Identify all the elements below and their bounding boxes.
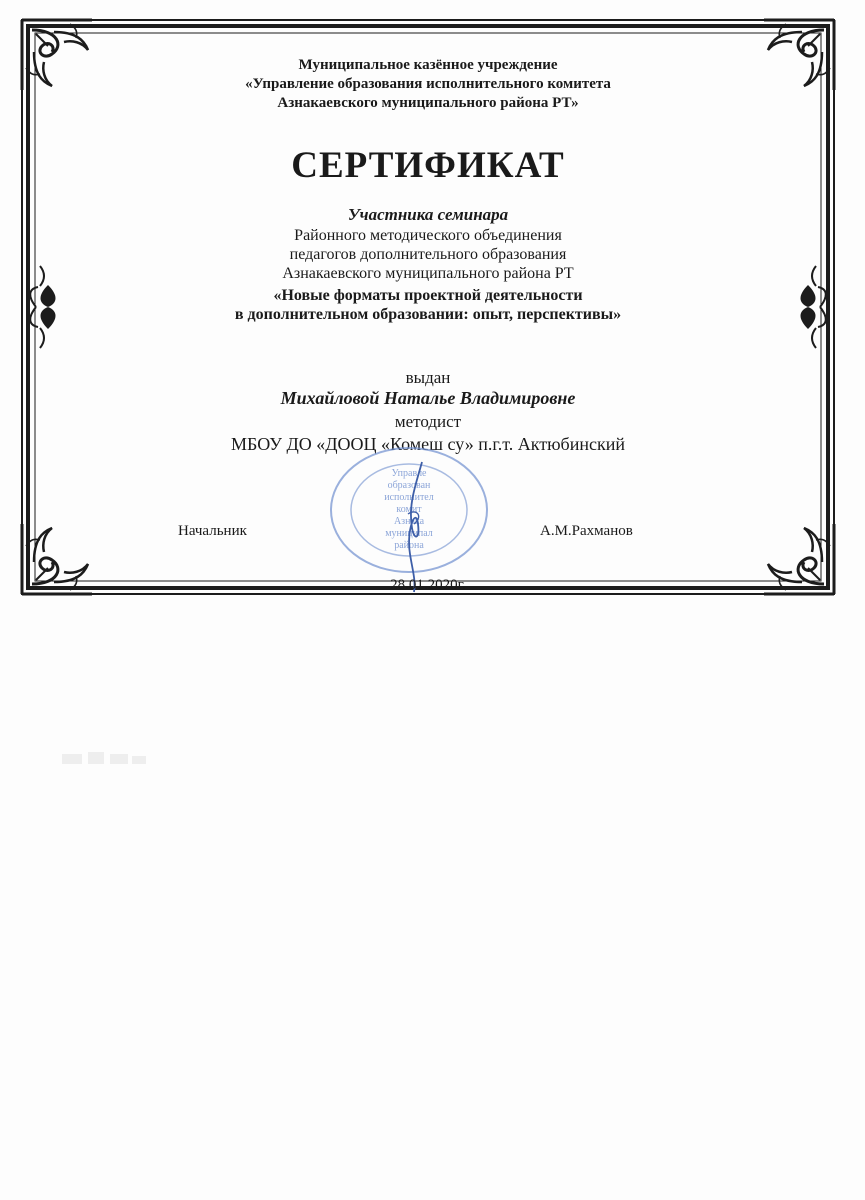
topic-line-2: в дополнительном образовании: опыт, перспективы» [234,306,622,323]
header-line-2: «Управление образования исполнительного комитета [245,76,611,92]
stamp-text-line: района [394,540,424,551]
stamp-text-line: исполнител [384,492,434,503]
signatory-title: Начальник [178,523,247,539]
description-line-3: Азнакаевского муниципального района РТ [282,265,574,282]
signatory-name: А.М.Рахманов [540,523,633,539]
stamp-text-line: комит [396,504,422,515]
certificate [18,16,838,598]
issued-label: выдан [405,368,451,387]
recipient-position: методист [394,412,462,431]
topic-line-1: «Новые форматы проектной деятельности [273,287,583,304]
recipient-name: Михайловой Наталье Владимировне [280,388,576,408]
official-stamp [324,444,494,594]
issue-date: 28.01.2020г. [390,577,466,593]
recipient-organization: МБОУ ДО «ДООЦ «Комеш су» п.г.т. Актюбинский [231,434,625,454]
paper-smudge [60,748,150,770]
stamp-text-line: образован [387,480,431,491]
description-line-1: Районного методического объединения [294,227,562,244]
description-line-2: педагогов дополнительного образования [289,246,567,263]
header-line-1: Муниципальное казённое учреждение [298,57,558,73]
stamp-text-line: Азнака [393,516,425,527]
stamp-text-line: Управле [391,468,427,479]
header-line-3: Азнакаевского муниципального района РТ» [277,95,579,111]
stamp-text-line: муниципал [385,528,433,539]
certificate-subtitle: Участника семинара [347,205,509,224]
certificate-title: СЕРТИФИКАТ [291,145,565,186]
